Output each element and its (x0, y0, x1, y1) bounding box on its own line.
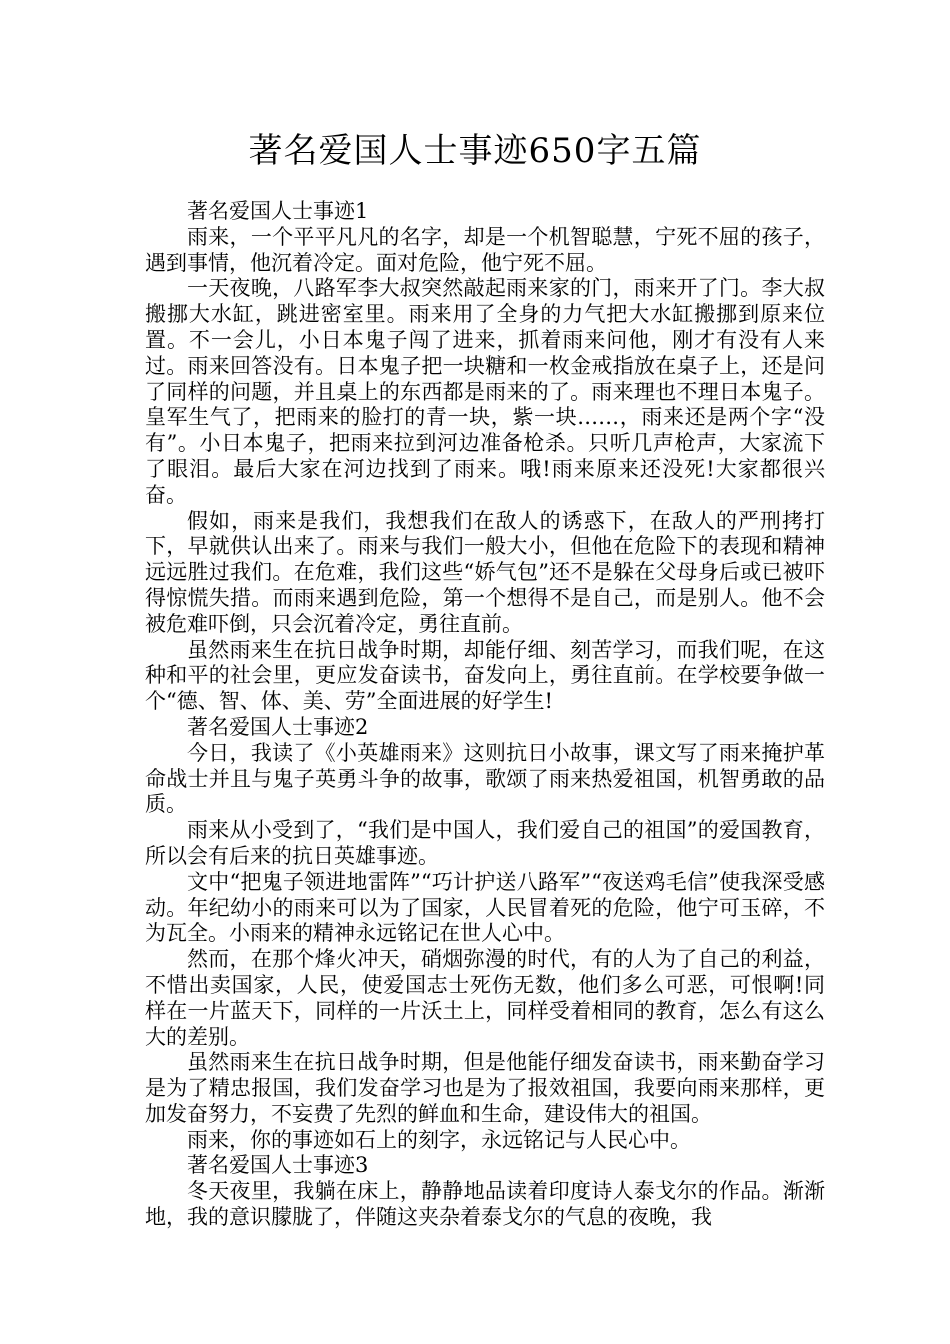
paragraph: 雨来，你的事迹如石上的刻字，永远铭记与人民心中。 (187, 1127, 691, 1152)
paragraph: 雨来从小受到了，“我们是中国人，我们爱自己的祖国”的爱国教育，所以会有后来的抗日英雄事迹。 (145, 818, 825, 868)
section-heading: 著名爱国人士事迹1 (187, 199, 369, 223)
section-heading: 著名爱国人士事迹3 (187, 1153, 369, 1178)
paragraph: 雨来，一个平平凡凡的名字，却是一个机智聪慧，宁死不屈的孩子，遇到事情，他沉着冷定。面对危险，他宁死不屈。 (145, 224, 825, 275)
paragraph: 一天夜晚，八路军李大叔突然敲起雨来家的门，雨来开了门。李大叔搬挪大水缸，跳进密室里。雨来用了全身的力气把大水缸搬挪到原来位置。不一会儿，小日本鬼子闯了进来，抓着雨来问他，刚才有没有人来过。雨来回答没有。日本鬼子把一块糖和一枚金戒指放在桌子上，还是问了同样的问题，并且桌上的东西都是雨来的了。雨来理也不理日本鬼子。皇军生气了，把雨来的脸打的青一块，紫一块……，雨来还是两个字“没有”。小日本鬼子，把雨来拉到河边准备枪杀。只听几声枪声，大家流下了眼泪。最后大家在河边找到了雨来。哦!雨来原来还没死!大家都很兴奋。 (145, 276, 825, 507)
paragraph: 虽然雨来生在抗日战争时期，但是他能仔细发奋读书，雨来勤奋学习是为了精忠报国，我们发奋学习也是为了报效祖国，我要向雨来那样，更加发奋努力，不妄费了先烈的鲜血和生命，建设伟大的祖国。 (145, 1050, 825, 1126)
section-heading: 著名爱国人士事迹2 (187, 714, 369, 739)
document-title: 著名爱国人士事迹650字五篇 (248, 131, 702, 171)
paragraph: 虽然雨来生在抗日战争时期，却能仔细、刻苦学习，而我们呢，在这种和平的社会里，更应发奋读书，奋发向上，勇往直前。在学校要争做一个“德、智、体、美、劳”全面进展的好学生! (145, 637, 825, 714)
paragraph: 文中“把鬼子领进地雷阵”“巧计护送八路军”“夜送鸡毛信”使我深受感动。年纪幼小的雨来可以为了国家，人民冒着死的危险，他宁可玉碎，不为瓦全。小雨来的精神永远铭记在世人心中。 (145, 869, 825, 946)
paragraph: 然而，在那个烽火冲天，硝烟弥漫的时代，有的人为了自己的利益，不惜出卖国家，人民，使爱国志士死伤无数，他们多么可恶，可恨啊!同样在一片蓝天下，同样的一片沃土上，同样受着相同的教育，怎么有这么大的差别。 (145, 947, 825, 1049)
document-body (145, 199, 825, 1231)
paragraph: 冬天夜里，我躺在床上，静静地品读着印度诗人泰戈尔的作品。渐渐地，我的意识朦胧了，伴随这夹杂着泰戈尔的气息的夜晚，我 (145, 1179, 825, 1230)
paragraph: 今日，我读了《小英雄雨来》这则抗日小故事，课文写了雨来掩护革命战士并且与鬼子英勇斗争的故事，歌颂了雨来热爱祖国，机智勇敢的品质。 (145, 740, 825, 817)
paragraph: 假如，雨来是我们，我想我们在敌人的诱惑下，在敌人的严刑拷打下，早就供认出来了。雨来与我们一般大小，但他在危险下的表现和精神远远胜过我们。在危难，我们这些“娇气包”还不是躲在父母身后或已被吓得惊慌失措。而雨来遇到危险，第一个想得不是自己，而是别人。他不会被危难吓倒，只会沉着冷定，勇往直前。 (145, 508, 825, 636)
